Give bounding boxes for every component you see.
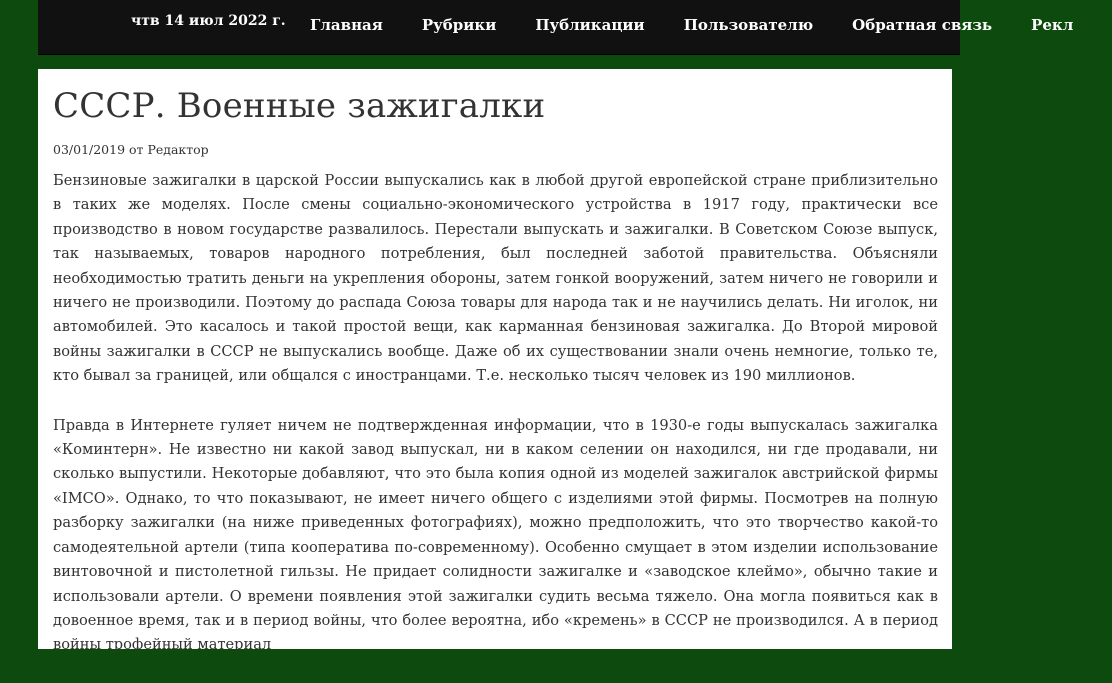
nav-item-home[interactable]: Главная [310, 16, 383, 34]
nav-item-feedback[interactable]: Обратная связь [852, 16, 993, 34]
article-paragraph: Бензиновые зажигалки в царской России выпускались как в любой другой европейской стране приблизительно в таких же моделях. После смены социально-экономического устройства в 1917 году, практически все производство в новом государстве развалилось. Перестали выпускать и зажигалки. В Советском Союзе выпуск, так называемых, товаров народного потребления, был последней заботой правительства. Объясняли необходимостью тратить деньги на укрепления обороны, затем гонкой вооружений, затем ничего не говорили и ничего не производили. Поэтому до распада Союза товары для народа так и не научились делать. Ни иголок, ни автомобилей. Это касалось и такой простой вещи, как карманная бензиновая зажигалка. До Второй мировой войны зажигалки в СССР не выпускались вообще. Даже об их существовании знали очень немногие, только те, кто бывал за границей, или общался с иностранцами. Т.е. несколько тысяч человек из 190 миллионов. [53, 172, 938, 385]
nav-item-categories[interactable]: Рубрики [421, 16, 497, 34]
top-navigation-bar [38, 0, 1074, 54]
article-paragraph: Правда в Интернете гуляет ничем не подтвержденная информации, что в 1930-е годы выпускалась зажигалка «Коминтерн». Не известно ни какой завод выпускал, ни в каком селении он находился, ни где продавали, ни сколько выпустили. Некоторые добавляют, что это была копия одной из моделей зажигалок австрийской фирмы «IMCO». Однако, то что показывают, не имеет ничего общего с изделиями этой фирмы. Посмотрев на полную разборку зажигалки (на ниже приведенных фотографиях), можно предположить, что это творчество какой-то самодеятельной артели (типа кооператива по-современному). Особенно смущает в этом изделии использование винтовочной и пистолетной гильзы. Не придает солидности зажигалке и «заводское клеймо», обычно такие и использовали артели. О времени появления этой зажигалки судить весьма тяжело. Она могла появиться как в довоенное время, так и в период войны, что более вероятна, ибо «кремень» в СССР не производился. А в период войны трофейный материал [53, 416, 938, 654]
main-menu [310, 16, 1112, 34]
article-by: от [129, 142, 144, 157]
article-title: СССР. Военные зажигалки [53, 86, 546, 126]
current-date: чтв 14 июл 2022 г. [131, 13, 286, 29]
nav-item-publications[interactable]: Публикации [535, 16, 645, 34]
article-author[interactable]: Редактор [147, 142, 209, 157]
nav-item-for-users[interactable]: Пользователю [683, 16, 814, 34]
article-container [38, 69, 952, 654]
article-date[interactable]: 03/01/2019 [53, 142, 126, 157]
nav-item-advertising[interactable]: Рекл [1031, 16, 1074, 34]
article-body [53, 169, 938, 683]
article-meta [53, 142, 209, 157]
